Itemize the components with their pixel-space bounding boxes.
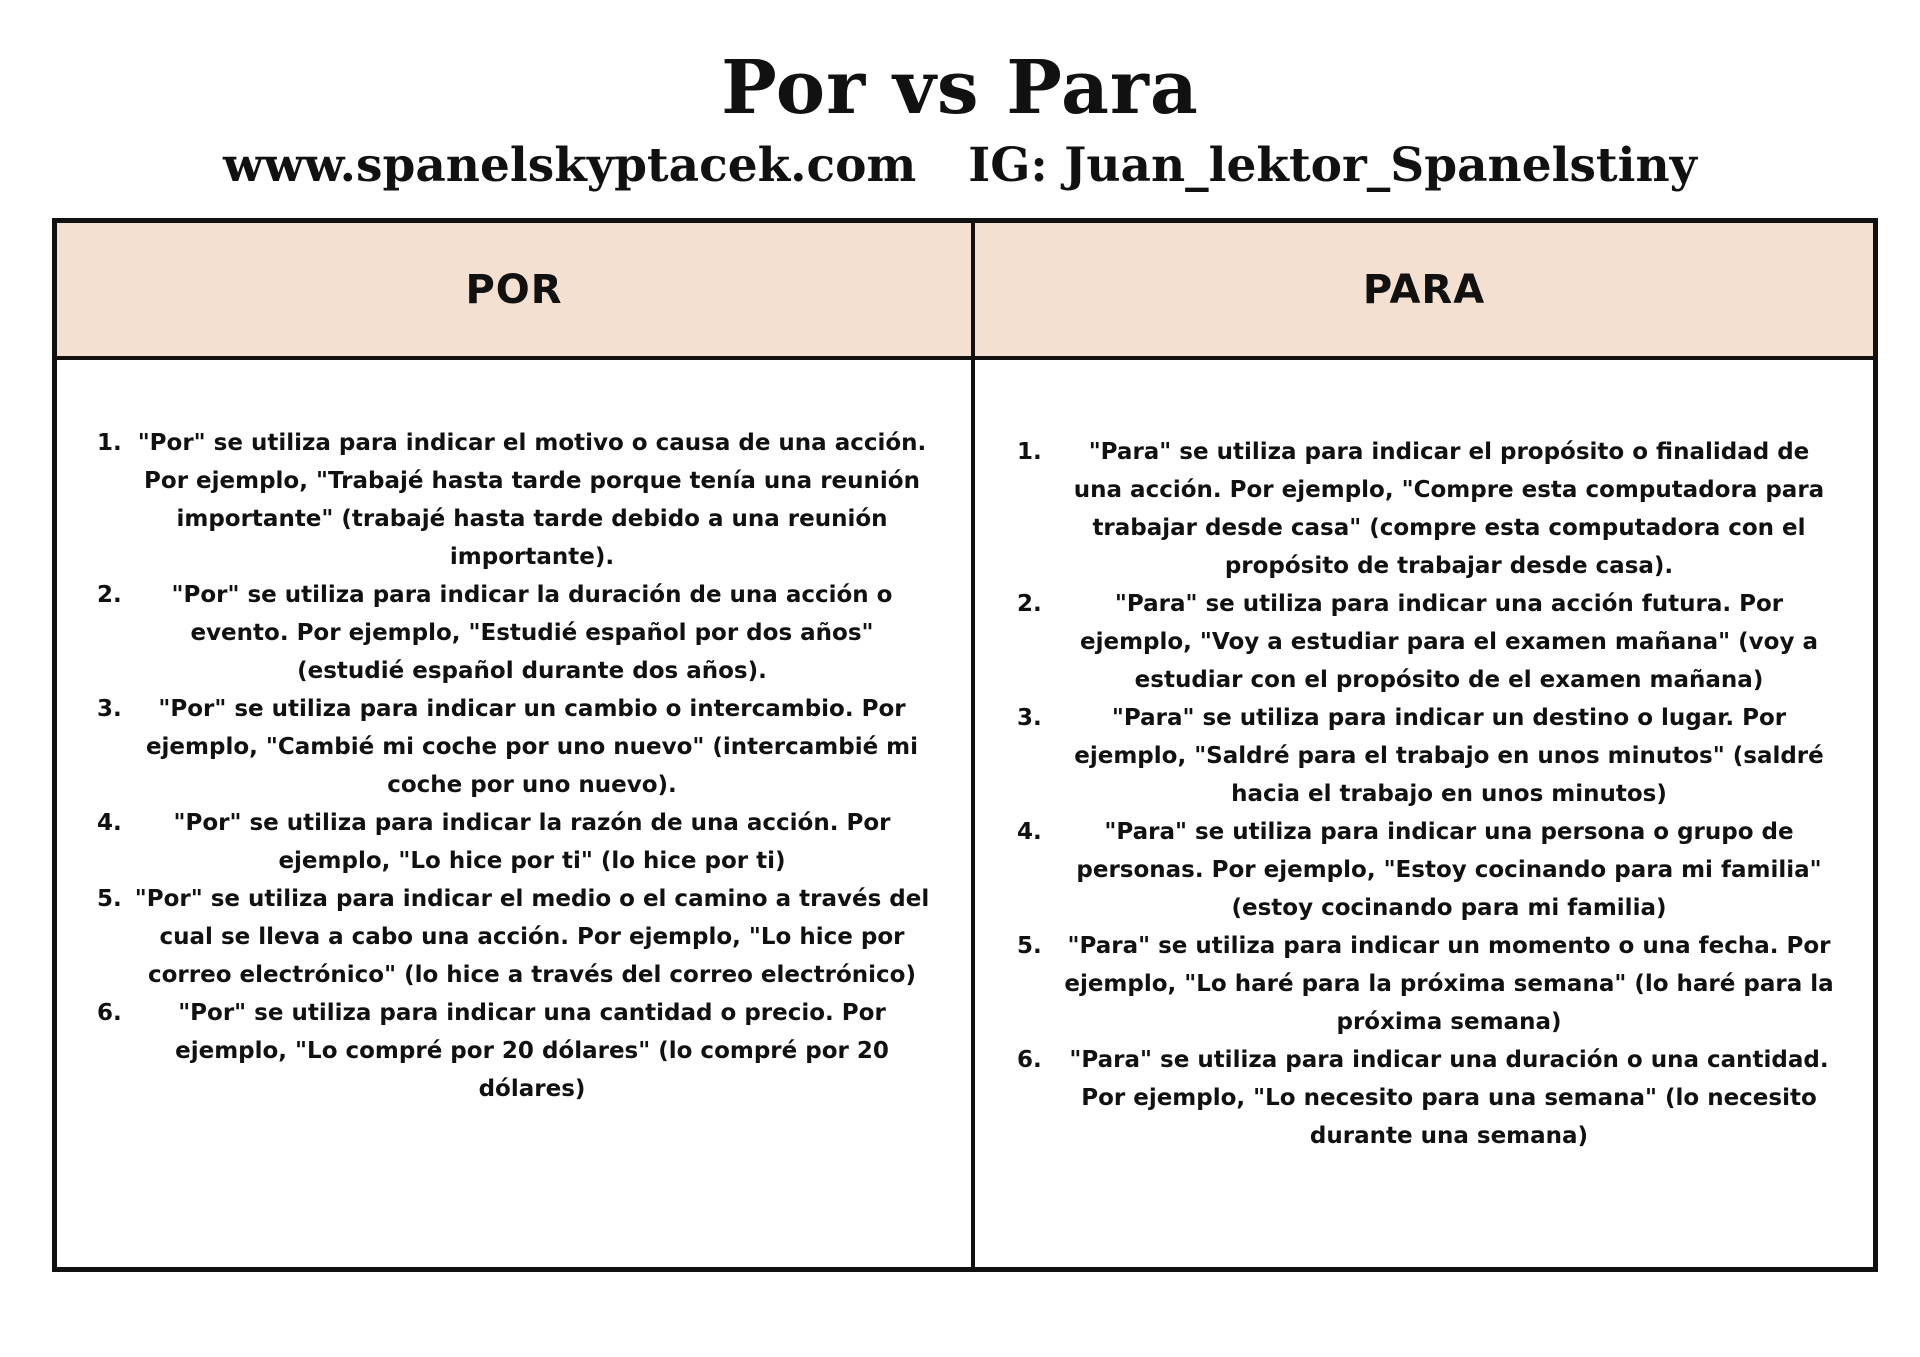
por-list-item (97, 576, 931, 690)
subtitle (0, 135, 1920, 197)
list-item-number: 6. (1017, 1047, 1042, 1073)
comparison-table (52, 218, 1878, 1272)
por-list-item (97, 804, 931, 880)
website-text: www.spanelskyptacek.com (223, 138, 917, 193)
list-item-number: 3. (97, 696, 122, 722)
list-item-text: "Para" se utiliza para indicar un destino o lugar. Por ejemplo, "Saldré para el trabajo en unos minutos" (saldré hacia el trabajo en unos minutos) (1074, 705, 1824, 807)
column-header-para: PARA (975, 223, 1873, 360)
page-title: Por vs Para (721, 45, 1199, 131)
list-item-text: "Para" se utiliza para indicar el propósito o finalidad de una acción. Por ejemplo, "Compre esta computadora para trabajar desde casa" (compre esta computadora con el propósito de trabajar desde casa). (1073, 439, 1825, 579)
list-item-text: "Por" se utiliza para indicar la duración de una acción o evento. Por ejemplo, "Estudié español por dos años" (estudié español durante dos años). (171, 582, 893, 684)
list-item-text: "Para" se utiliza para indicar una duración o una cantidad. Por ejemplo, "Lo necesito para una semana" (lo necesito durante una semana) (1069, 1047, 1829, 1149)
instagram-handle: IG: Juan_lektor_Spanelstiny (968, 138, 1697, 193)
para-list-item (1017, 433, 1837, 585)
para-list (1017, 433, 1837, 1155)
list-item-number: 4. (1017, 819, 1042, 845)
por-list-item (97, 690, 931, 804)
list-item-number: 4. (97, 810, 122, 836)
column-divider (971, 223, 975, 1267)
list-item-text: "Por" se utiliza para indicar el motivo o causa de una acción. Por ejemplo, "Trabajé hasta tarde porque tenía una reunión importante" (trabajé hasta tarde debido a una reunión importante). (137, 430, 927, 570)
list-item-number: 2. (1017, 591, 1042, 617)
para-list-item (1017, 1041, 1837, 1155)
list-item-text: "Por" se utiliza para indicar la razón de una acción. Por ejemplo, "Lo hice por ti" (lo hice por ti) (173, 810, 891, 874)
list-item-number: 1. (1017, 439, 1042, 465)
list-item-number: 6. (97, 1000, 122, 1026)
list-item-number: 5. (1017, 933, 1042, 959)
list-item-number: 2. (97, 582, 122, 608)
para-list-item (1017, 699, 1837, 813)
list-item-text: "Por" se utiliza para indicar una cantidad o precio. Por ejemplo, "Lo compré por 20 dólares" (lo compré por 20 dólares) (175, 1000, 889, 1102)
para-list-item (1017, 585, 1837, 699)
por-list-item (97, 424, 931, 576)
list-item-text: "Por" se utiliza para indicar el medio o el camino a través del cual se lleva a cabo una acción. Por ejemplo, "Lo hice por correo electrónico" (lo hice a través del correo electrónico) (134, 886, 930, 988)
por-list-item (97, 880, 931, 994)
list-item-number: 5. (97, 886, 122, 912)
list-item-text: "Para" se utiliza para indicar un momento o una fecha. Por ejemplo, "Lo haré para la próxima semana" (lo haré para la próxima semana) (1064, 933, 1834, 1035)
para-list-item (1017, 813, 1837, 927)
list-item-text: "Para" se utiliza para indicar una persona o grupo de personas. Por ejemplo, "Estoy cocinando para mi familia" (estoy cocinando para mi familia) (1076, 819, 1822, 921)
por-list-item (97, 994, 931, 1108)
por-list (97, 424, 931, 1108)
list-item-text: "Para" se utiliza para indicar una acción futura. Por ejemplo, "Voy a estudiar para el examen mañana" (voy a estudiar con el propósito de el examen mañana) (1079, 591, 1818, 693)
list-item-number: 1. (97, 430, 122, 456)
para-list-item (1017, 927, 1837, 1041)
list-item-text: "Por" se utiliza para indicar un cambio o intercambio. Por ejemplo, "Cambié mi coche por uno nuevo" (intercambié mi coche por uno nuevo). (145, 696, 919, 798)
list-item-number: 3. (1017, 705, 1042, 731)
column-header-por: POR (57, 223, 971, 360)
